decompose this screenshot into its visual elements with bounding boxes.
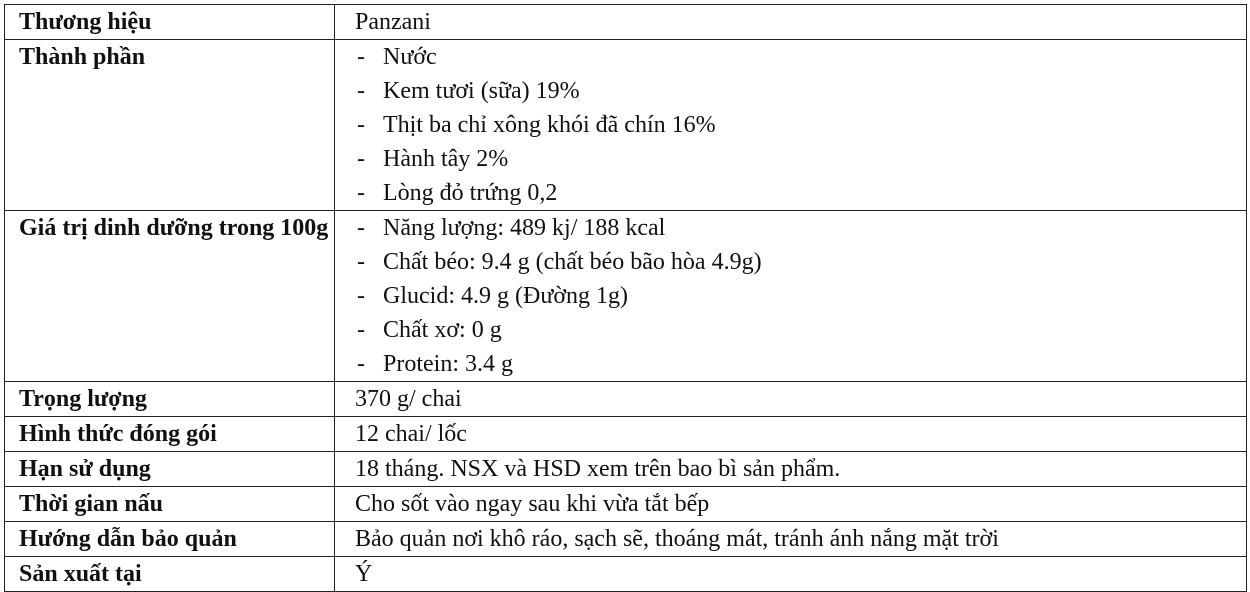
row-label-storage: Hướng dẫn bảo quản [5, 522, 335, 557]
row-label-cooking-time: Thời gian nấu [5, 487, 335, 522]
list-item: - Hành tây 2% [357, 142, 1246, 176]
row-label-origin: Sản xuất tại [5, 557, 335, 592]
table-row [5, 5, 1247, 40]
list-item: - Glucid: 4.9 g (Đường 1g) [357, 279, 1246, 313]
list-item: - Nước [357, 40, 1246, 74]
row-value-ingredients [335, 40, 1247, 211]
list-item: - Kem tươi (sữa) 19% [357, 74, 1246, 108]
row-value-weight: 370 g/ chai [335, 382, 1247, 417]
product-spec-table [4, 4, 1247, 592]
row-label-nutrition: Giá trị dinh dưỡng trong 100g [5, 211, 335, 382]
row-label-weight: Trọng lượng [5, 382, 335, 417]
table-row [5, 487, 1247, 522]
row-label-ingredients: Thành phần [5, 40, 335, 211]
row-value-nutrition [335, 211, 1247, 382]
list-item: - Chất béo: 9.4 g (chất béo bão hòa 4.9g) [357, 245, 1246, 279]
list-item: - Lòng đỏ trứng 0,2 [357, 176, 1246, 210]
row-label-shelf-life: Hạn sử dụng [5, 452, 335, 487]
row-label-brand: Thương hiệu [5, 5, 335, 40]
list-item: - Protein: 3.4 g [357, 347, 1246, 381]
list-item: - Thịt ba chỉ xông khói đã chín 16% [357, 108, 1246, 142]
list-item: - Chất xơ: 0 g [357, 313, 1246, 347]
table-row [5, 452, 1247, 487]
row-value-packaging: 12 chai/ lốc [335, 417, 1247, 452]
table-row [5, 417, 1247, 452]
list-item: - Năng lượng: 489 kj/ 188 kcal [357, 211, 1246, 245]
row-value-storage: Bảo quản nơi khô ráo, sạch sẽ, thoáng mát, tránh ánh nắng mặt trời [335, 522, 1247, 557]
table-row [5, 211, 1247, 382]
row-value-brand: Panzani [335, 5, 1247, 40]
table-row [5, 522, 1247, 557]
table-row [5, 382, 1247, 417]
nutrition-list [357, 211, 1246, 381]
row-value-cooking-time: Cho sốt vào ngay sau khi vừa tắt bếp [335, 487, 1247, 522]
row-value-shelf-life: 18 tháng. NSX và HSD xem trên bao bì sản phẩm. [335, 452, 1247, 487]
table-row [5, 557, 1247, 592]
table-row [5, 40, 1247, 211]
ingredients-list [357, 40, 1246, 210]
row-value-origin: Ý [335, 557, 1247, 592]
row-label-packaging: Hình thức đóng gói [5, 417, 335, 452]
